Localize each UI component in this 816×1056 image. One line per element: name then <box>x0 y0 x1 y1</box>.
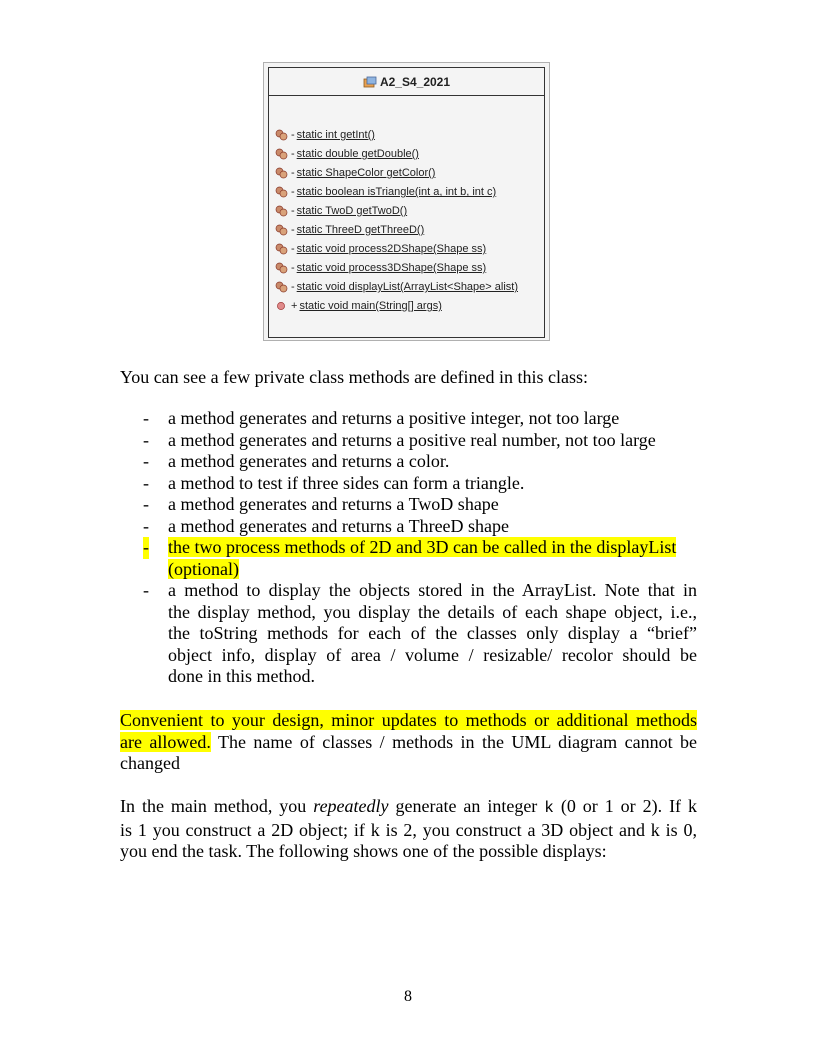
uml-attributes-section <box>268 95 545 123</box>
uml-method: - static TwoD getTwoD() <box>275 202 407 220</box>
uml-method: - static void process2DShape(Shape ss) <box>275 240 486 258</box>
uml-methods-section <box>268 122 545 338</box>
class-icon <box>363 76 377 88</box>
private-method-icon <box>275 205 289 217</box>
page-number: 8 <box>404 988 412 1005</box>
uml-class-name: A2_S4_2021 <box>379 74 451 89</box>
uml-method: + static void main(String[] args) <box>275 297 442 315</box>
uml-method: - static void process3DShape(Shape ss) <box>275 259 486 277</box>
uml-method: - static double getDouble() <box>275 145 419 163</box>
private-method-icon <box>275 281 289 293</box>
private-method-icon <box>275 167 289 179</box>
uml-method: - static boolean isTriangle(int a, int b, int c) <box>275 183 496 201</box>
highlight-line: are allowed. <box>120 731 211 752</box>
uml-method: - static void displayList(ArrayList<Shape> alist) <box>275 278 518 296</box>
highlight-line: (optional) <box>168 558 239 579</box>
uml-method: - static ShapeColor getColor() <box>275 164 435 182</box>
uml-method: - static ThreeD getThreeD() <box>275 221 424 239</box>
highlight-line: Convenient to your design, minor updates to methods or additional methods <box>120 710 697 730</box>
uml-class-diagram <box>263 62 550 341</box>
uml-class-header <box>268 67 545 95</box>
design-note-paragraph: Convenient to your design, minor updates to methods or additional methods are allowed. The name of classes / methods in the UML diagram cannot be changed <box>120 710 697 773</box>
uml-method: - static int getInt() <box>275 126 375 144</box>
private-method-icon <box>275 186 289 198</box>
intro-text: You can see a few private class methods are defined in this class: <box>120 367 589 387</box>
private-method-icon <box>275 129 289 141</box>
main-method-paragraph: In the main method, you repeatedly generate an integer k (0 or 1 or 2). If k is 1 you construct a 2D object; if k is 2, you construct a 3D object and k is 0, you end the task. The following shows one of the possible displays: <box>120 796 698 861</box>
highlight-line: the two process methods of 2D and 3D can be called in the displayList <box>168 537 677 557</box>
private-method-icon <box>275 262 289 274</box>
private-method-icon <box>275 224 289 236</box>
public-method-icon <box>275 300 289 312</box>
private-method-icon <box>275 243 289 255</box>
private-method-icon <box>275 148 289 160</box>
